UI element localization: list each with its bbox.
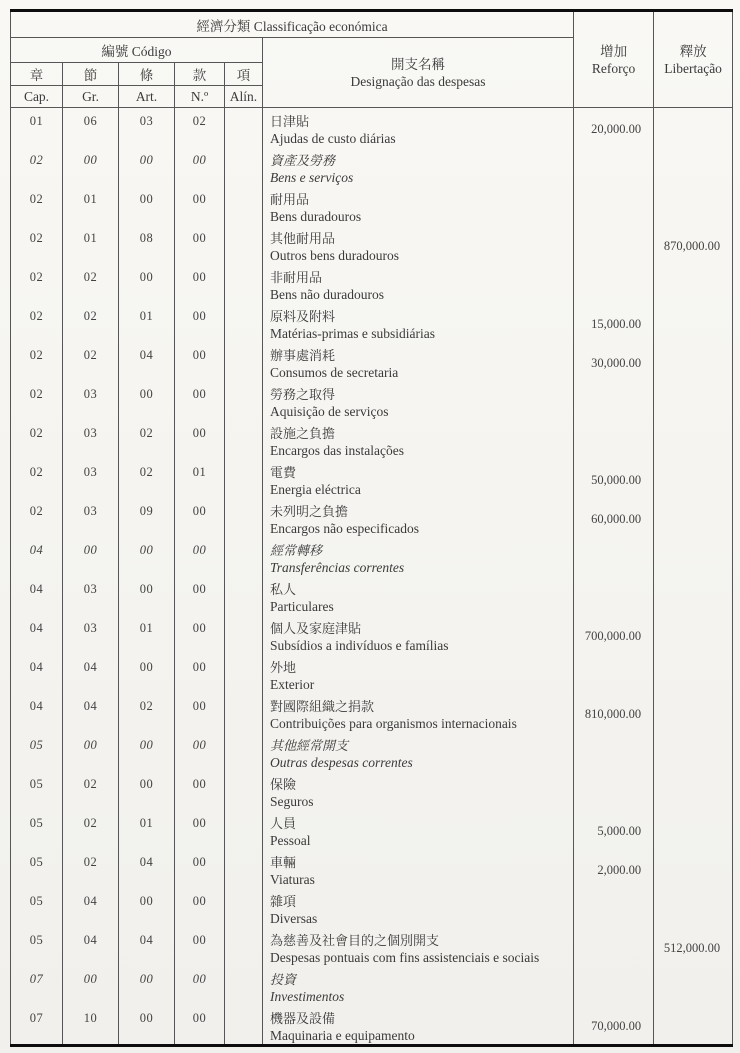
cell-alin [225, 264, 263, 303]
cell-alin [225, 732, 263, 771]
cell-art: 04 [119, 342, 175, 381]
cell-gr: 02 [63, 264, 119, 303]
cell-reforco [574, 537, 654, 576]
cell-n: 00 [175, 888, 225, 927]
header-designation-zh: 開支名稱 [391, 56, 446, 72]
cell-n: 00 [175, 147, 225, 186]
cell-art: 00 [119, 537, 175, 576]
cell-designation [263, 108, 574, 148]
designation-pt: Seguros [270, 794, 314, 809]
designation-pt: Particulares [270, 599, 334, 614]
cell-reforco: 15,000.00 [574, 303, 654, 342]
cell-libertacao [654, 1005, 733, 1046]
table-row [11, 108, 733, 148]
table-header [11, 11, 733, 108]
table-row [11, 693, 733, 732]
designation-pt: Bens duradouros [270, 209, 362, 224]
cell-designation [263, 771, 574, 810]
cell-libertacao [654, 108, 733, 148]
cell-reforco: 810,000.00 [574, 693, 654, 732]
cell-cap: 02 [11, 147, 63, 186]
cell-gr: 10 [63, 1005, 119, 1046]
cell-designation [263, 186, 574, 225]
cell-alin [225, 927, 263, 966]
cell-libertacao [654, 303, 733, 342]
cell-designation [263, 225, 574, 264]
cell-gr: 04 [63, 888, 119, 927]
designation-pt: Pessoal [270, 833, 311, 848]
header-code: 編號 Código [11, 38, 263, 63]
cell-designation [263, 303, 574, 342]
cell-libertacao [654, 147, 733, 186]
table-row [11, 498, 733, 537]
table-row [11, 927, 733, 966]
cell-n: 00 [175, 654, 225, 693]
designation-zh: 其他經常開支 [270, 738, 349, 753]
cell-reforco [574, 888, 654, 927]
cell-n: 01 [175, 459, 225, 498]
header-designation-pt: Designação das despesas [350, 73, 486, 89]
cell-libertacao [654, 732, 733, 771]
header-libertacao-zh: 釋放 [679, 43, 707, 59]
designation-zh: 對國際組織之捐款 [270, 699, 375, 714]
cell-designation [263, 927, 574, 966]
cell-art: 01 [119, 615, 175, 654]
cell-alin [225, 654, 263, 693]
cell-libertacao [654, 576, 733, 615]
designation-pt: Outras despesas correntes [270, 755, 413, 770]
designation-pt: Matérias-primas e subsidiárias [270, 326, 435, 341]
cell-gr: 02 [63, 849, 119, 888]
cell-gr: 00 [63, 966, 119, 1005]
cell-designation [263, 459, 574, 498]
header-libertacao-pt: Libertação [664, 60, 722, 76]
designation-pt: Exterior [270, 677, 315, 692]
cell-n: 00 [175, 849, 225, 888]
table-row [11, 732, 733, 771]
cell-libertacao [654, 264, 733, 303]
header-economic-classification: 經濟分類 Classificação económica [11, 11, 574, 38]
cell-reforco [574, 420, 654, 459]
table-row [11, 186, 733, 225]
cell-reforco [574, 381, 654, 420]
cell-art: 03 [119, 108, 175, 148]
cell-alin [225, 108, 263, 148]
designation-zh: 非耐用品 [270, 270, 323, 285]
cell-cap: 02 [11, 186, 63, 225]
cell-n: 00 [175, 771, 225, 810]
cell-gr: 02 [63, 771, 119, 810]
cell-n: 00 [175, 303, 225, 342]
cell-reforco [574, 732, 654, 771]
table-row [11, 381, 733, 420]
header-col-gr-pt: Gr. [63, 86, 119, 108]
designation-zh: 為慈善及社會目的之個別開支 [270, 933, 440, 948]
header-col-alin-pt: Alín. [225, 86, 263, 108]
cell-cap: 05 [11, 771, 63, 810]
header-col-n-zh: 款 [175, 63, 225, 86]
cell-art: 00 [119, 654, 175, 693]
cell-gr: 02 [63, 810, 119, 849]
cell-libertacao [654, 615, 733, 654]
cell-libertacao: 512,000.00 [654, 927, 733, 966]
cell-libertacao [654, 654, 733, 693]
designation-pt: Maquinaria e equipamento [270, 1028, 415, 1043]
cell-art: 09 [119, 498, 175, 537]
cell-alin [225, 498, 263, 537]
cell-reforco [574, 576, 654, 615]
table-row [11, 537, 733, 576]
cell-n: 00 [175, 732, 225, 771]
cell-designation [263, 966, 574, 1005]
cell-reforco: 70,000.00 [574, 1005, 654, 1046]
cell-cap: 02 [11, 264, 63, 303]
designation-pt: Encargos das instalações [270, 443, 404, 458]
cell-libertacao [654, 693, 733, 732]
cell-reforco: 60,000.00 [574, 498, 654, 537]
cell-alin [225, 537, 263, 576]
cell-n: 00 [175, 615, 225, 654]
cell-cap: 02 [11, 459, 63, 498]
designation-zh: 外地 [270, 660, 297, 675]
cell-reforco: 50,000.00 [574, 459, 654, 498]
cell-cap: 02 [11, 381, 63, 420]
cell-designation [263, 264, 574, 303]
cell-cap: 07 [11, 966, 63, 1005]
cell-libertacao [654, 966, 733, 1005]
designation-zh: 投資 [270, 972, 297, 987]
cell-gr: 03 [63, 615, 119, 654]
cell-art: 00 [119, 186, 175, 225]
cell-alin [225, 966, 263, 1005]
header-col-n-pt: N.º [175, 86, 225, 108]
designation-pt: Investimentos [270, 989, 345, 1004]
cell-designation [263, 381, 574, 420]
table-row [11, 849, 733, 888]
cell-cap: 01 [11, 108, 63, 148]
cell-libertacao [654, 849, 733, 888]
header-col-cap-zh: 章 [11, 63, 63, 86]
table-row [11, 342, 733, 381]
cell-art: 00 [119, 771, 175, 810]
cell-n: 00 [175, 342, 225, 381]
cell-reforco [574, 264, 654, 303]
cell-alin [225, 576, 263, 615]
cell-cap: 05 [11, 849, 63, 888]
cell-gr: 02 [63, 342, 119, 381]
cell-reforco [574, 225, 654, 264]
cell-reforco [574, 147, 654, 186]
cell-cap: 05 [11, 732, 63, 771]
cell-art: 04 [119, 849, 175, 888]
cell-designation [263, 147, 574, 186]
cell-cap: 04 [11, 654, 63, 693]
table-row [11, 420, 733, 459]
designation-pt: Energia eléctrica [270, 482, 361, 497]
cell-gr: 00 [63, 537, 119, 576]
cell-alin [225, 615, 263, 654]
cell-art: 00 [119, 576, 175, 615]
cell-gr: 00 [63, 732, 119, 771]
cell-art: 01 [119, 303, 175, 342]
designation-zh: 未列明之負擔 [270, 504, 349, 519]
cell-alin [225, 888, 263, 927]
cell-gr: 04 [63, 927, 119, 966]
cell-libertacao [654, 498, 733, 537]
header-designation [263, 38, 574, 108]
cell-alin [225, 771, 263, 810]
cell-gr: 01 [63, 186, 119, 225]
header-col-alin-zh: 項 [225, 63, 263, 86]
cell-designation [263, 888, 574, 927]
cell-reforco: 20,000.00 [574, 108, 654, 148]
cell-reforco [574, 927, 654, 966]
designation-zh: 人員 [270, 816, 297, 831]
cell-gr: 03 [63, 498, 119, 537]
table-row [11, 303, 733, 342]
cell-alin [225, 303, 263, 342]
cell-n: 00 [175, 693, 225, 732]
cell-reforco: 5,000.00 [574, 810, 654, 849]
designation-pt: Aquisição de serviços [270, 404, 389, 419]
cell-reforco: 700,000.00 [574, 615, 654, 654]
cell-art: 00 [119, 264, 175, 303]
designation-zh: 耐用品 [270, 192, 310, 207]
table-row [11, 810, 733, 849]
cell-n: 00 [175, 1005, 225, 1046]
designation-zh: 雜項 [270, 894, 297, 909]
cell-n: 00 [175, 576, 225, 615]
cell-cap: 07 [11, 1005, 63, 1046]
cell-art: 00 [119, 1005, 175, 1046]
cell-libertacao [654, 342, 733, 381]
header-col-cap-pt: Cap. [11, 86, 63, 108]
cell-gr: 03 [63, 420, 119, 459]
cell-designation [263, 693, 574, 732]
cell-reforco [574, 966, 654, 1005]
designation-zh: 車輛 [270, 855, 297, 870]
table-row [11, 654, 733, 693]
cell-n: 00 [175, 420, 225, 459]
cell-art: 01 [119, 810, 175, 849]
cell-n: 00 [175, 810, 225, 849]
cell-reforco: 2,000.00 [574, 849, 654, 888]
header-reforco [574, 11, 654, 108]
cell-alin [225, 381, 263, 420]
cell-cap: 05 [11, 888, 63, 927]
designation-zh: 日津貼 [270, 114, 310, 129]
cell-cap: 04 [11, 576, 63, 615]
table-row [11, 459, 733, 498]
cell-reforco [574, 771, 654, 810]
cell-alin [225, 849, 263, 888]
designation-zh: 電費 [270, 465, 297, 480]
designation-zh: 其他耐用品 [270, 231, 336, 246]
cell-reforco [574, 186, 654, 225]
header-col-art-pt: Art. [119, 86, 175, 108]
designation-pt: Transferências correntes [270, 560, 405, 575]
header-libertacao [654, 11, 733, 108]
cell-gr: 03 [63, 381, 119, 420]
designation-pt: Bens não duradouros [270, 287, 384, 302]
cell-gr: 03 [63, 459, 119, 498]
cell-cap: 04 [11, 537, 63, 576]
designation-zh: 保險 [270, 777, 297, 792]
cell-cap: 02 [11, 303, 63, 342]
cell-gr: 04 [63, 654, 119, 693]
designation-pt: Encargos não especificados [270, 521, 419, 536]
cell-n: 00 [175, 537, 225, 576]
designation-pt: Viaturas [270, 872, 315, 887]
cell-reforco: 30,000.00 [574, 342, 654, 381]
header-reforco-pt: Reforço [591, 60, 636, 76]
cell-libertacao [654, 381, 733, 420]
designation-pt: Ajudas de custo diárias [270, 131, 396, 146]
cell-designation [263, 732, 574, 771]
cell-art: 08 [119, 225, 175, 264]
cell-designation [263, 342, 574, 381]
table-body [11, 108, 733, 1046]
cell-art: 02 [119, 459, 175, 498]
cell-cap: 02 [11, 225, 63, 264]
cell-art: 00 [119, 147, 175, 186]
cell-designation [263, 1005, 574, 1046]
cell-n: 02 [175, 108, 225, 148]
cell-gr: 02 [63, 303, 119, 342]
cell-alin [225, 1005, 263, 1046]
cell-libertacao [654, 537, 733, 576]
designation-zh: 原料及附料 [270, 309, 336, 324]
cell-designation [263, 849, 574, 888]
cell-gr: 01 [63, 225, 119, 264]
cell-cap: 05 [11, 927, 63, 966]
cell-libertacao [654, 420, 733, 459]
cell-cap: 04 [11, 693, 63, 732]
header-reforco-zh: 增加 [600, 43, 628, 59]
cell-designation [263, 576, 574, 615]
cell-alin [225, 225, 263, 264]
table-row [11, 1005, 733, 1046]
cell-gr: 06 [63, 108, 119, 148]
table-row [11, 264, 733, 303]
cell-art: 00 [119, 966, 175, 1005]
cell-art: 00 [119, 732, 175, 771]
cell-art: 02 [119, 420, 175, 459]
cell-art: 00 [119, 888, 175, 927]
cell-art: 02 [119, 693, 175, 732]
designation-pt: Bens e serviços [270, 170, 354, 185]
cell-libertacao [654, 771, 733, 810]
cell-libertacao [654, 810, 733, 849]
designation-zh: 個人及家庭津貼 [270, 621, 362, 636]
cell-cap: 04 [11, 615, 63, 654]
cell-cap: 05 [11, 810, 63, 849]
table-row [11, 615, 733, 654]
cell-cap: 02 [11, 342, 63, 381]
designation-zh: 私人 [270, 582, 297, 597]
cell-art: 00 [119, 381, 175, 420]
cell-n: 00 [175, 381, 225, 420]
cell-designation [263, 654, 574, 693]
cell-n: 00 [175, 186, 225, 225]
cell-libertacao [654, 459, 733, 498]
designation-zh: 辦事處消耗 [270, 348, 336, 363]
table-row [11, 888, 733, 927]
cell-cap: 02 [11, 420, 63, 459]
table-row [11, 576, 733, 615]
designation-zh: 機器及設備 [270, 1011, 336, 1026]
designation-zh: 設施之負擔 [270, 426, 336, 441]
cell-designation [263, 810, 574, 849]
designation-zh: 經常轉移 [270, 543, 323, 558]
cell-designation [263, 615, 574, 654]
cell-n: 00 [175, 225, 225, 264]
designation-zh: 資產及勞務 [270, 153, 336, 168]
designation-pt: Outros bens duradouros [270, 248, 399, 263]
designation-pt: Diversas [270, 911, 318, 926]
header-col-art-zh: 條 [119, 63, 175, 86]
cell-alin [225, 147, 263, 186]
cell-libertacao [654, 888, 733, 927]
designation-pt: Contribuições para organismos internacionais [270, 716, 517, 731]
cell-alin [225, 342, 263, 381]
cell-alin [225, 186, 263, 225]
cell-designation [263, 498, 574, 537]
designation-zh: 勞務之取得 [270, 387, 336, 402]
designation-pt: Despesas pontuais com fins assistenciais e sociais [270, 950, 540, 965]
cell-n: 00 [175, 498, 225, 537]
designation-pt: Subsídios a indivíduos e famílias [270, 638, 449, 653]
cell-n: 00 [175, 927, 225, 966]
table-row [11, 225, 733, 264]
cell-n: 00 [175, 264, 225, 303]
cell-gr: 00 [63, 147, 119, 186]
cell-cap: 02 [11, 498, 63, 537]
cell-designation [263, 537, 574, 576]
cell-reforco [574, 654, 654, 693]
header-col-gr-zh: 節 [63, 63, 119, 86]
cell-alin [225, 459, 263, 498]
cell-n: 00 [175, 966, 225, 1005]
cell-designation [263, 420, 574, 459]
table-row [11, 147, 733, 186]
table-row [11, 966, 733, 1005]
cell-alin [225, 420, 263, 459]
table-row [11, 771, 733, 810]
cell-libertacao [654, 186, 733, 225]
cell-alin [225, 693, 263, 732]
cell-gr: 03 [63, 576, 119, 615]
budget-table [10, 9, 733, 1047]
cell-gr: 04 [63, 693, 119, 732]
cell-art: 04 [119, 927, 175, 966]
designation-pt: Consumos de secretaria [270, 365, 399, 380]
cell-libertacao: 870,000.00 [654, 225, 733, 264]
cell-alin [225, 810, 263, 849]
